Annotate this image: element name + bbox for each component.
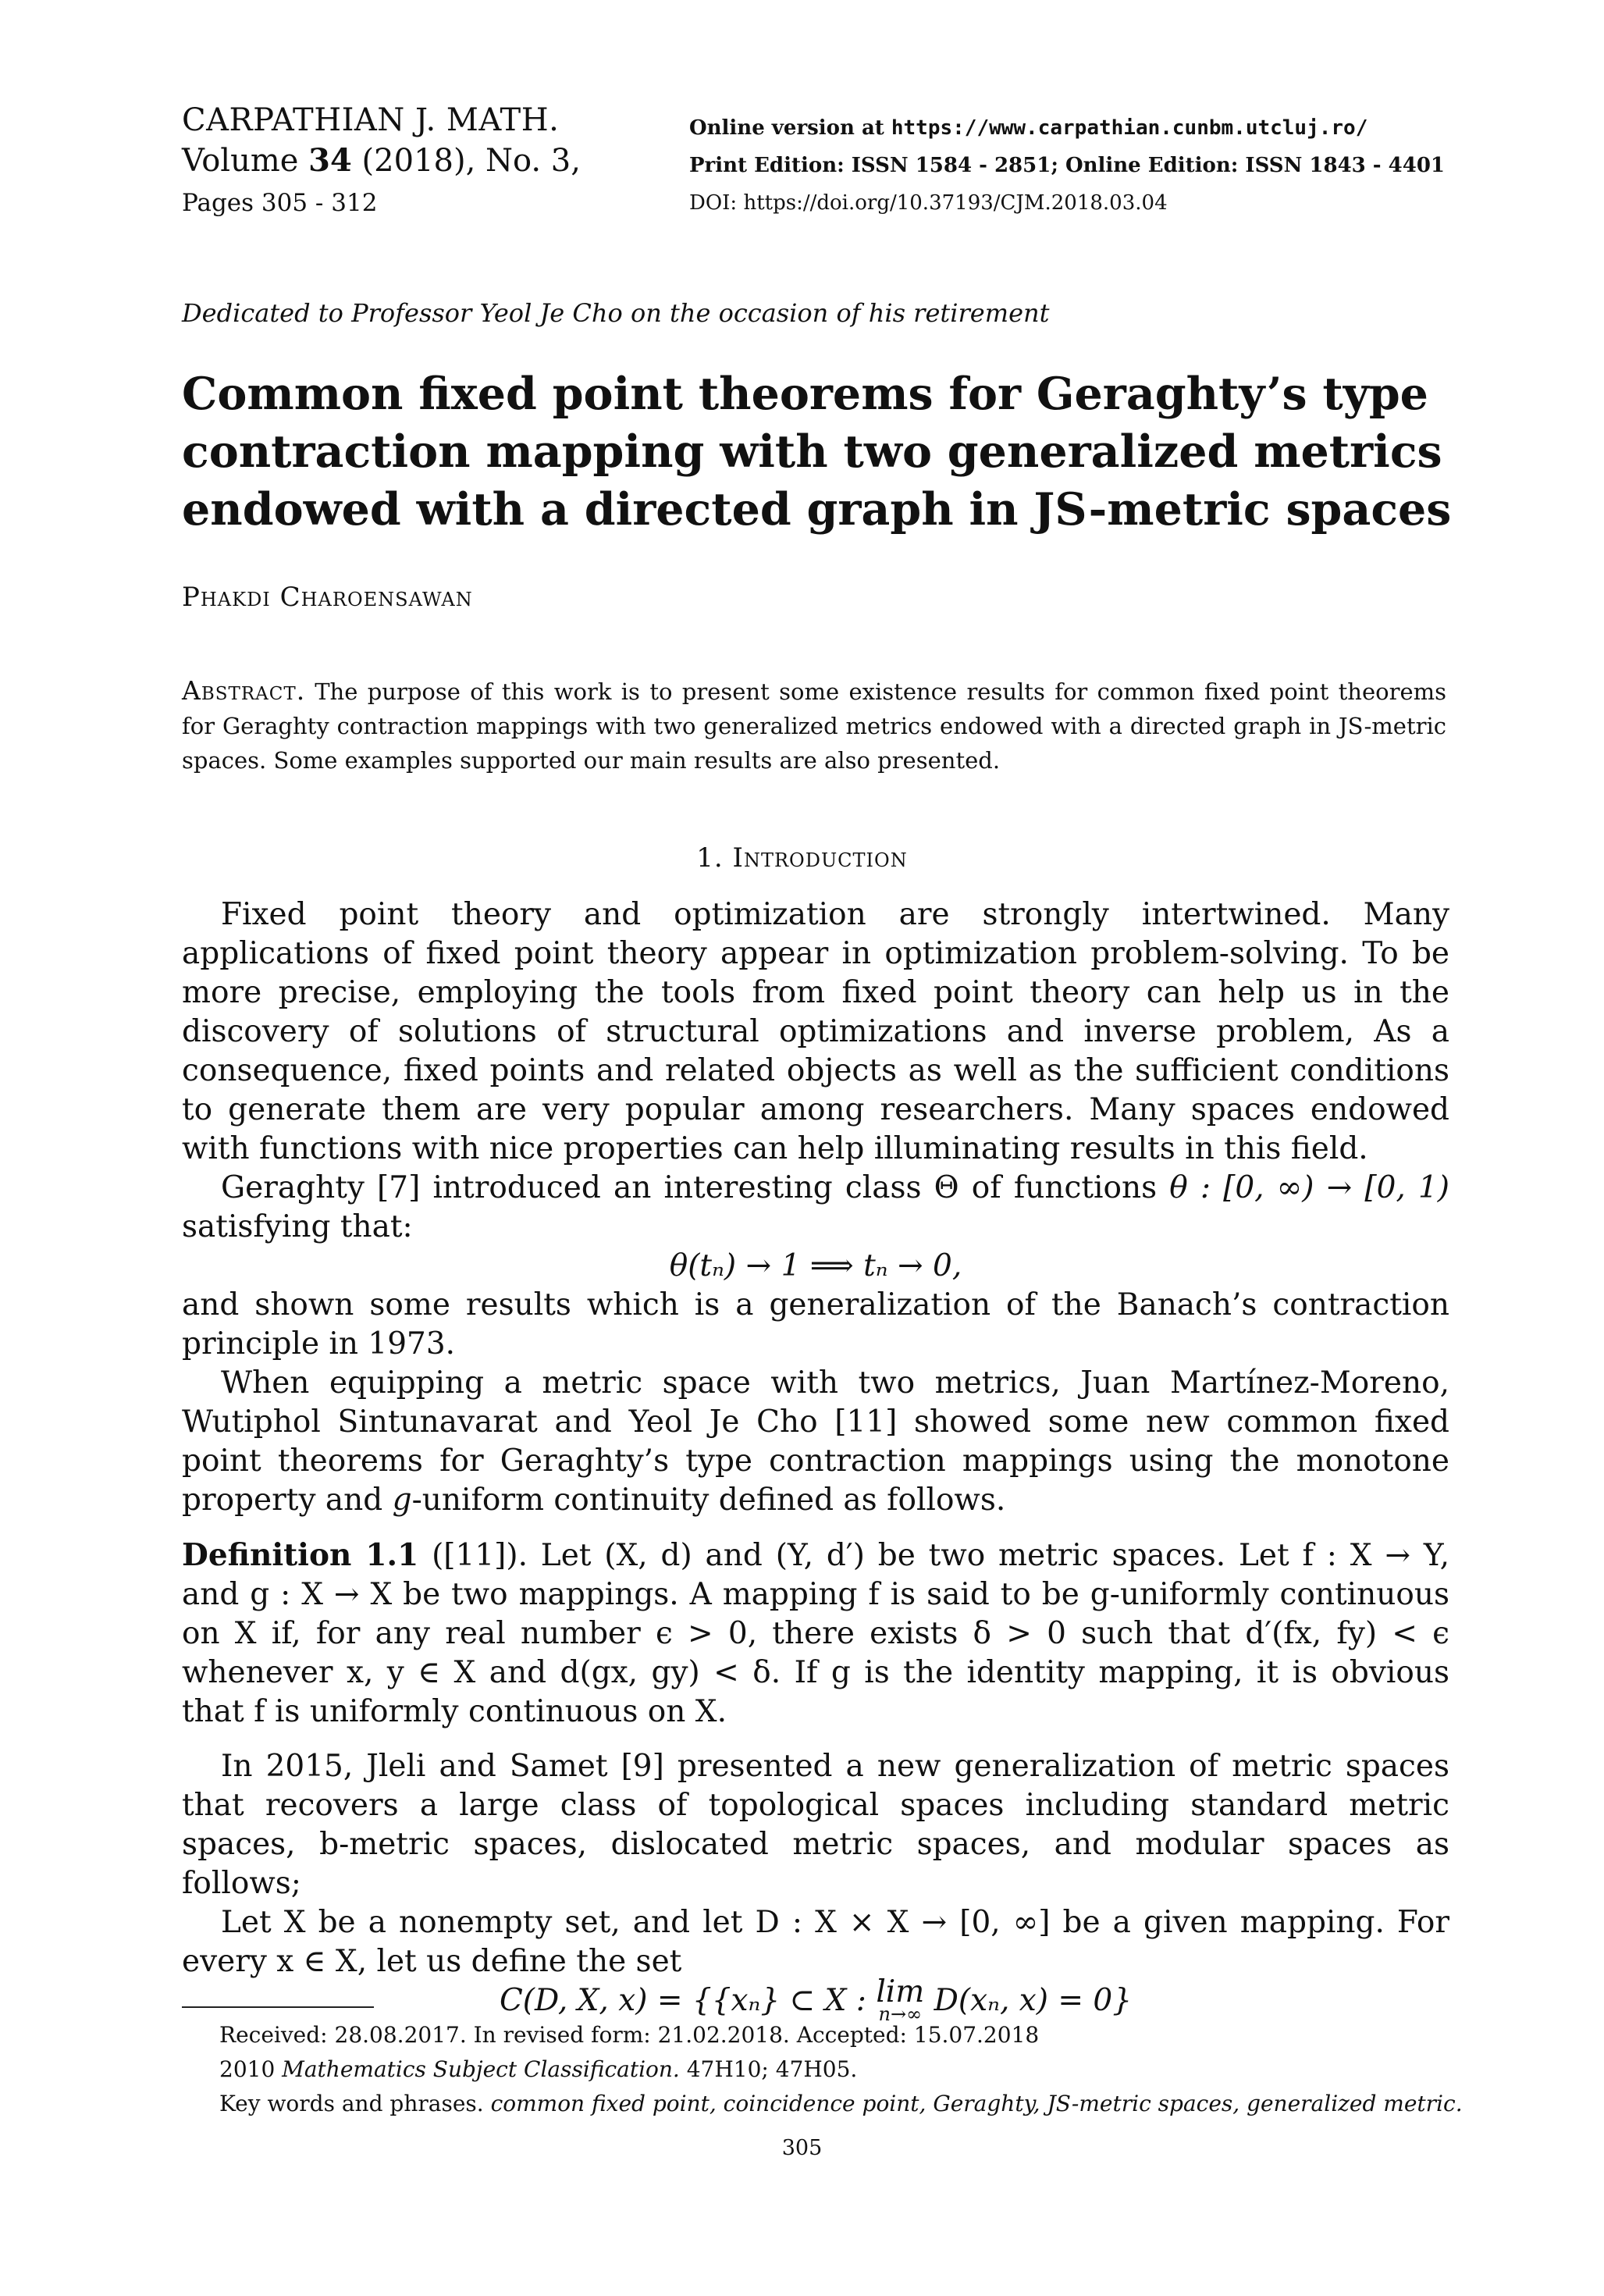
spacer [182,1732,1449,1747]
paragraph: In 2015, Jleli and Samet [9] presented a new generalization of metric spaces that recovers a large class of topological spaces including standard metric spaces, b-metric spaces, dislocated metric spaces, and modular spaces as follows; [182,1749,1449,1901]
online-url-link[interactable]: https://www.carpathian.cunbm.utcluj.ro/ [891,116,1368,140]
abstract [182,674,1446,778]
volume-number: 34 [308,142,352,179]
abstract-label: Abstract. [182,675,306,706]
dedication: Dedicated to Professor Yeol Je Cho on the occasion of his retirement [182,298,1050,328]
footnote-divider [182,2006,374,2008]
footnotes [219,2018,1468,2121]
section-number: 1. [696,842,724,874]
definition [182,1536,1449,1732]
paragraph: Fixed point theory and optimization are strongly intertwined. Many applications of fixed point theory appear in optimization problem-solving. To be more precise, employing the tools from fixed point theory can help us in the discovery of solutions of structural optimizations and inverse problem, As a consequence, fixed points and related objects as well as the sufficient conditions to generate them are very popular among researchers. Many spaces endowed with functions with nice properties can help illuminating results in this field. [182,897,1449,1166]
paragraph: and shown some results which is a generalization of the Banach’s contraction principle in 1973. [182,1287,1449,1362]
msc-label: Mathematics Subject Classification. [282,2056,680,2082]
msc-year: 2010 [219,2056,283,2082]
issn-line: Print Edition: ISSN 1584 - 2851; Online Edition: ISSN 1843 - 4401 [689,154,1446,177]
paragraph-text: satisfying that: [182,1209,413,1244]
definition-label: Definition 1.1 [182,1537,419,1573]
paragraph-text: Geraghty [7] introduced an interesting class Θ of functions [221,1170,1170,1205]
section-heading [0,842,1604,874]
doi-link[interactable]: DOI: https://doi.org/10.37193/CJM.2018.03.04 [689,191,1168,215]
title-line: Common fixed point theorems for Geraghty’s type [182,368,1428,420]
page-number: 305 [781,2136,823,2160]
journal-header [182,100,666,222]
author-name: Phakdi Charoensawan [182,582,473,613]
definition-text: Let (X, d) and (Y, d′) be two metric spaces. Let f : X → Y, and g : X → X be two mappings. A mapping f is said to be g-uniformly continuous on X if, for any real number ϵ > 0, there exists δ > 0 such that d′(fx, fy) < ϵ whenever x, y ∈ X and d(gx, gy) < δ. If g is the identity mapping, it is obvious that f is uniformly continuous on X. [182,1538,1449,1729]
body-text [182,895,1449,2025]
paragraph [182,1169,1449,1247]
display-equation: θ(tₙ) → 1 ⟹ tₙ → 0, [669,1248,962,1283]
inline-math: g [392,1483,412,1518]
volume-info [182,141,666,181]
title-line: contraction mapping with two generalized metrics [182,425,1442,478]
paragraph: Let X be a nonempty set, and let D : X × X → [0, ∞] be a given mapping. For every x ∈ X, let us define the set [182,1905,1449,1979]
publication-info [689,109,1470,222]
paragraph-text: -uniform continuity defined as follows. [411,1483,1006,1518]
limit-text: lim [876,1974,925,2009]
equation-right: D(xₙ, x) = 0} [924,1983,1133,2018]
paper-title [182,365,1462,539]
spacer [182,1520,1449,1536]
volume-prefix: Volume [182,143,309,179]
msc-codes: 47H10; 47H05. [679,2056,858,2082]
section-title: Introduction [732,842,908,874]
abstract-text: The purpose of this work is to present some existence results for common fixed point theorems for Geraghty contraction mappings with two generalized metrics endowed with a directed graph in JS-metric spaces. Some examples supported our main results are also presented. [182,678,1446,774]
online-version [689,109,1470,147]
keywords [219,2087,1468,2121]
keywords-label: Key words and phrases. [219,2091,491,2116]
online-prefix: Online version at [689,116,891,140]
inline-math: θ : [0, ∞) → [0, 1) [1169,1170,1449,1205]
equation-left: C(D, X, x) = {{xₙ} ⊂ X : [499,1983,877,2018]
journal-name: CARPATHIAN J. MATH. [182,102,560,138]
paragraph-text: When equipping a metric space with two metrics, Juan Martínez-Moreno, Wutiphol Sintunavarat and Yeol Je Cho [11] showed some new common fixed point theorems for Geraghty’s type contraction mappings using the monotone property and [182,1365,1449,1518]
limit-subscript: n→∞ [878,2003,923,2025]
keywords-text: common fixed point, coincidence point, Geraghty, JS-metric spaces, generalized metric. [490,2091,1463,2116]
volume-suffix: (2018), No. 3, [351,143,581,179]
paragraph [182,1364,1449,1520]
msc-classification [219,2052,1468,2087]
page-range: Pages 305 - 312 [182,189,378,217]
title-line: endowed with a directed graph in JS-metric spaces [182,483,1452,536]
definition-ref: ([11]). [418,1538,528,1573]
received-dates: Received: 28.08.2017. In revised form: 21.02.2018. Accepted: 15.07.2018 [219,2022,1040,2048]
